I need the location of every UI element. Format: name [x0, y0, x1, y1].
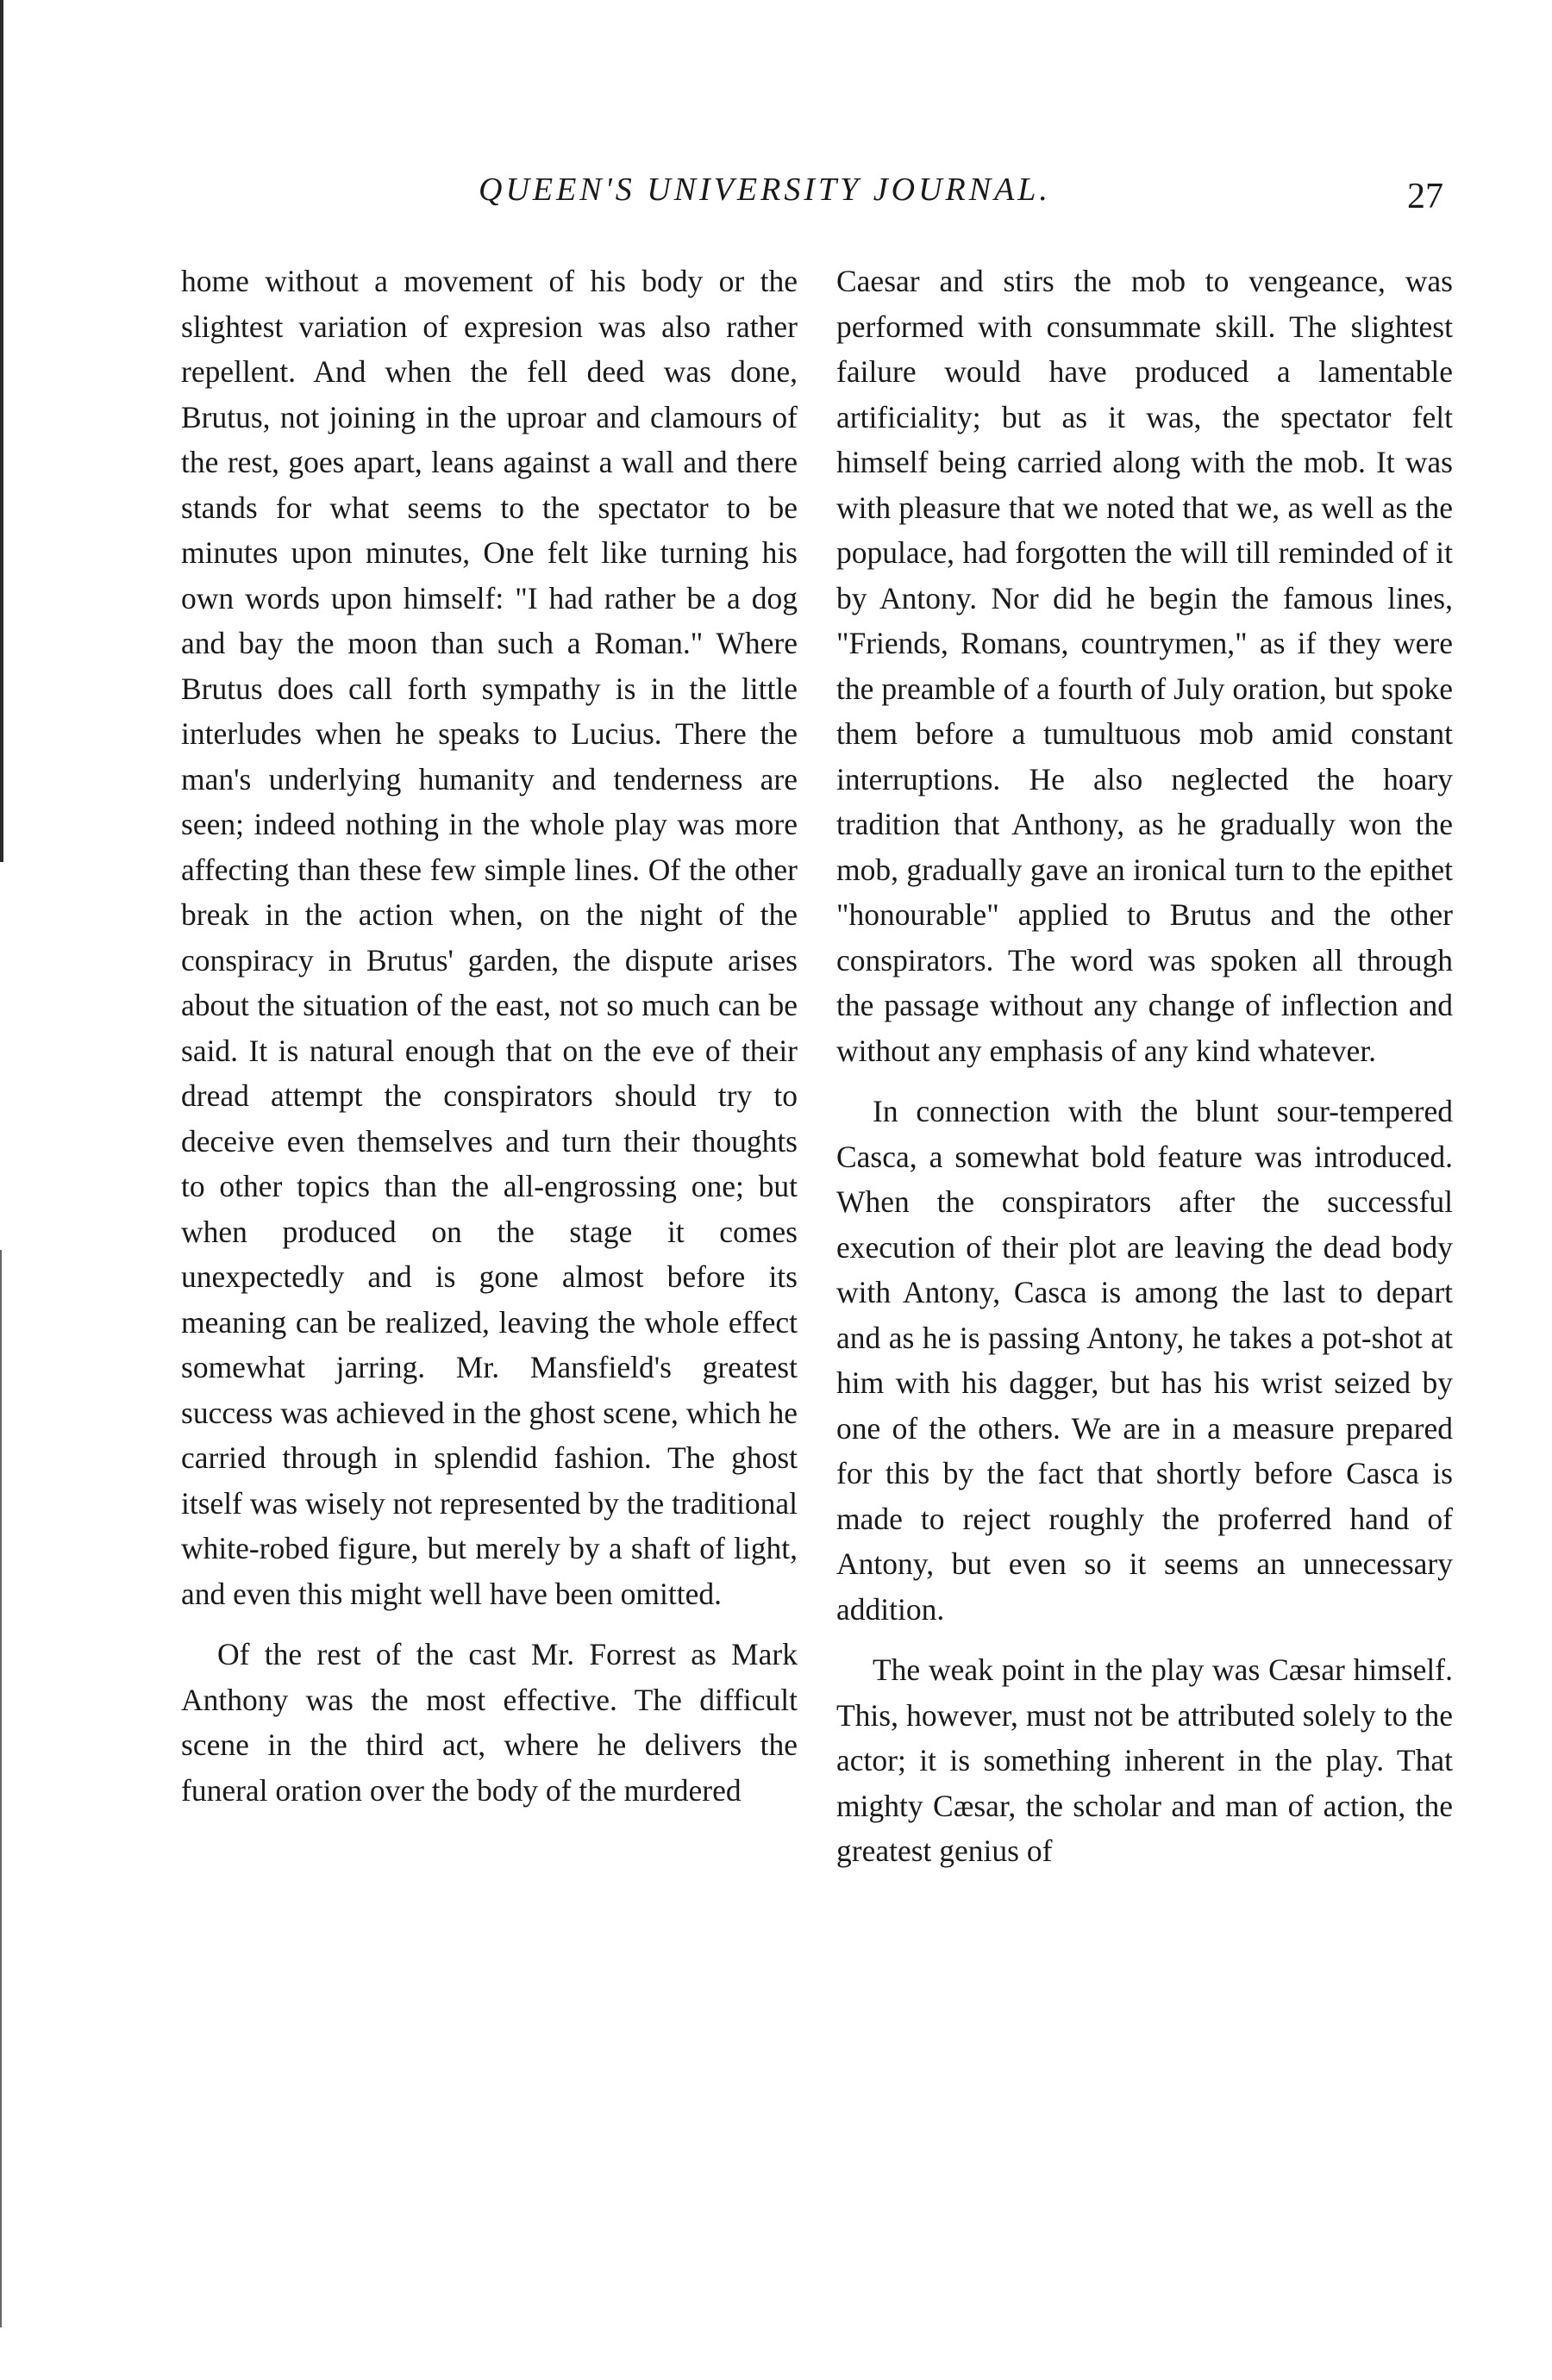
left-column [181, 259, 798, 1813]
paragraph: The weak point in the play was Cæsar himself. This, however, must not be attributed solely to the actor; it is something inherent in the play. That mighty Cæsar, the scholar and man of action, the greatest genius of [836, 1652, 1453, 1868]
running-head [0, 171, 1552, 222]
paragraph: In connection with the blunt sour-tempered Casca, a somewhat bold feature was introduced. When the conspirators after the successful execution of their plot are leaving the dead body with Antony, Casca is among the last to depart and as he is passing Antony, he takes a pot-shot at him with his dagger, but has his wrist seized by one of the others. We are in a measure prepared for this by the fact that shortly before Casca is made to reject roughly the proferred hand of Antony, but even so it seems an unnecessary addition. [836, 1094, 1453, 1627]
paragraph: Of the rest of the cast Mr. Forrest as Mark Anthony was the most effective. The difficult scene in the third act, where he delivers the funeral oration over the body of the murdered [181, 1637, 798, 1808]
paragraph: Caesar and stirs the mob to vengeance, was performed with consummate skill. The slightest failure would have produced a lamentable artificiality; but as it was, the spectator felt himself being carried along with the mob. It was with pleasure that we noted that we, as well as the populace, had forgotten the will till reminded of it by Antony. Nor did he begin the famous lines, "Friends, Romans, countrymen," as if they were the preamble of a fourth of July oration, but spoke them before a tumultuous mob amid constant interruptions. He also neglected the hoary tradition that Anthony, as he gradually won the mob, gradually gave an ironical turn to the epithet "honourable" applied to Brutus and the other conspirators. The word was spoken all through the passage without any change of inflection and without any emphasis of any kind whatever. [836, 264, 1453, 1068]
paragraph: home without a movement of his body or the slightest variation of expresion was also rather repellent. And when the fell deed was done, Brutus, not joining in the uproar and clamours of the rest, goes apart, leans against a wall and there stands for what seems to the spectator to be minutes upon minutes, One felt like turning his own words upon himself: "I had rather be a dog and bay the moon than such a Roman." Where Brutus does call forth sympathy is in the little interludes when he speaks to Lucius. There the man's underlying humanity and tenderness are seen; indeed nothing in the whole play was more affecting than these few simple lines. Of the other break in the action when, on the night of the conspiracy in Brutus' garden, the dispute arises about the situation of the east, not so much can be said. It is natural enough that on the eve of their dread attempt the conspirators should try to deceive even themselves and turn their thoughts to other topics than the all-engrossing one; but when produced on the stage it comes unexpectedly and is gone almost before its meaning can be realized, leaving the whole effect somewhat jarring. Mr. Mansfield's greatest success was achieved in the ghost scene, which he carried through in splendid fashion. The ghost itself was wisely not represented by the traditional white-robed figure, but merely by a shaft of light, and even this might well have been omitted. [181, 264, 798, 1611]
journal-title: QUEEN'S UNIVERSITY JOURNAL. [479, 172, 1051, 208]
right-column [836, 259, 1453, 1874]
page-number: 27 [1407, 177, 1443, 216]
page-edge-rule [0, 0, 3, 862]
page-edge-rule-lower [0, 1250, 2, 2327]
